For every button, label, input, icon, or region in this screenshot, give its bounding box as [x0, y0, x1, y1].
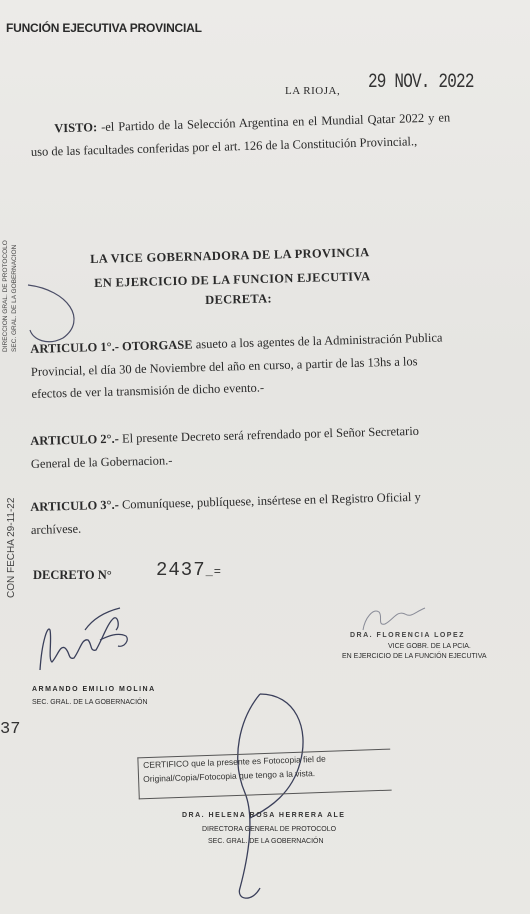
- signatory-right-role-2: EN EJERCICIO DE LA FUNCIÓN EJECUTIVA: [342, 653, 487, 660]
- certification-line-2: Original/Copia/Fotocopia que tengo a la vista.: [143, 767, 316, 784]
- certification-line-1: CERTIFICO que la presente es Fotocopia fiel de: [143, 753, 326, 770]
- article-text: Comuníquese, publíquese, insértese en el Registro Oficial y archívese.: [30, 489, 421, 537]
- heading-line-1: LA VICE GOBERNADORA DE LA PROVINCIA: [90, 245, 370, 266]
- certifier-role-1: DIRECTORA GENERAL DE PROTOCOLO: [202, 826, 337, 833]
- article-text: asueto a los agentes de la Administración Publica Provincial, el día 30 de Noviembre del año en curso, a partir de las 13hs a los efectos de ver la transmisión de dicho evento.-: [30, 330, 443, 401]
- article-lead: OTORGASE: [121, 337, 193, 354]
- side-stamp-date: CON FECHA 29-11-22: [6, 497, 17, 598]
- certification-signature-image: [200, 688, 330, 908]
- signature-armando-image: [30, 600, 140, 685]
- article-1: [30, 326, 457, 405]
- signatory-left-name: ARMANDO EMILIO MOLINA: [32, 686, 156, 693]
- side-stamp-line-2: SEC. GRAL. DE LA GOBERNACION: [11, 244, 18, 352]
- side-stamp-line-1: DIRECCION GRAL. DE PROTOCOLO: [2, 240, 9, 352]
- visto-text: -el Partido de la Selección Argentina en el Mundial Qatar 2022 y en uso de las facultades conferidas por el art. 126 de la Constitución Provincial.,: [30, 110, 451, 159]
- signatory-right-role-1: VICE GOBR. DE LA PCIA.: [388, 643, 471, 650]
- article-label: ARTICULO 3°.-: [30, 497, 120, 514]
- document-header: FUNCIÓN EJECUTIVA PROVINCIAL: [6, 21, 202, 35]
- article-text: El presente Decreto será refrendado por el Señor Secretario General de la Gobernacion.-: [30, 423, 420, 471]
- margin-number: 37: [0, 720, 21, 739]
- decreto-number-suffix: _=: [205, 565, 223, 579]
- certifier-name: DRA. HELENA ROSA HERRERA ALE: [182, 812, 346, 819]
- signatory-right-name: DRA. FLORENCIA LOPEZ: [350, 632, 465, 639]
- heading-line-2: EN EJERCICIO DE LA FUNCION EJECUTIVA: [94, 269, 371, 290]
- certifier-role-2: SEC. GRAL. DE LA GOBERNACIÓN: [208, 838, 324, 845]
- date-stamp: 29 NOV. 2022: [368, 71, 474, 94]
- article-3: [30, 484, 471, 541]
- city: LA RIOJA,: [285, 85, 341, 97]
- signatory-left-role: SEC. GRAL. DE LA GOBERNACIÓN: [32, 699, 148, 706]
- visto-paragraph: [30, 106, 451, 163]
- decreto-number-value: 2437: [156, 559, 206, 581]
- article-label: ARTICULO 2°.-: [30, 431, 120, 448]
- decreto-number: [156, 559, 222, 581]
- visto-label: VISTO:: [54, 120, 98, 136]
- pen-flourish-icon: [18, 280, 88, 350]
- article-label: ARTICULO 1°.-: [30, 339, 120, 356]
- article-2: [30, 419, 459, 475]
- decreto-label: DECRETO N°: [33, 568, 112, 582]
- heading-decreta: DECRETA:: [205, 291, 273, 307]
